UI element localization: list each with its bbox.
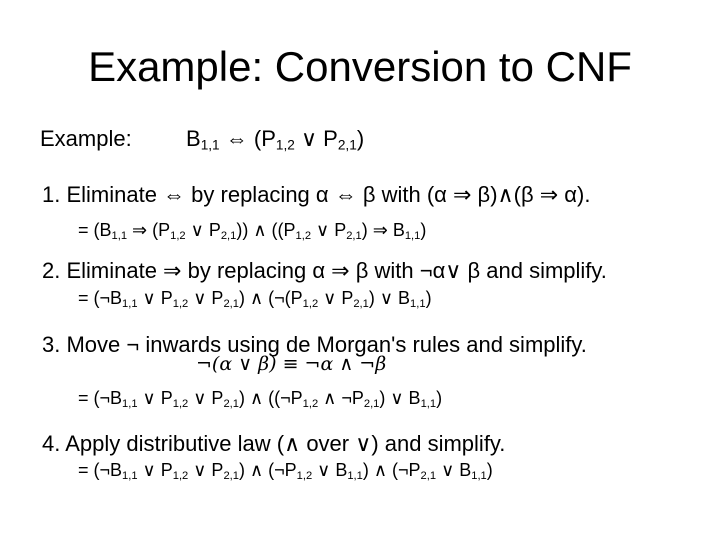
step-3-result: = ($\neg B_{1,1}$ ∨ $P_{1,2}$ ∨ $P_{2,1}$) ∧ (($\neg P_{1,2}$ ∧ $\neg P_{2,1}$) ∨ $B_{1,1}$) (78, 388, 443, 410)
slide-title: Example: Conversion to CNF (88, 43, 632, 90)
step-4-heading: 4. Apply distributive law (∧ over ∨) and simplify. (42, 431, 506, 456)
step-1-result: = ($B_{1,1}$ ⇒ ($P_{1,2}$ ∨ $P_{2,1}$)) ∧ (($P_{1,2}$ ∨ $P_{2,1}$) ⇒ $B_{1,1}$) (78, 220, 427, 242)
step-2-result: = ($\neg B_{1,1}$ ∨ $P_{1,2}$ ∨ $P_{2,1}$) ∧ ($\neg(P_{1,2}$ ∨ $P_{2,1}$) ∨ $B_{1,1}$) (78, 288, 432, 310)
step-1-heading: 1. Eliminate ⇔ by replacing α ⇔ β with (α ⇒ β)∧(β ⇒ α). (42, 182, 591, 207)
example-formula: $B_{1,1}$ ⇔ ($P_{1,2}$ ∨ $P_{2,1}$) (186, 126, 365, 153)
step-4-result: = ($\neg B_{1,1}$ ∨ $P_{1,2}$ ∨ $P_{2,1}$) ∧ ($\neg P_{1,2}$ ∨ $B_{1,1}$) ∧ ($\neg P_{2,1}$ ∨ $B_{1,1}$) (78, 460, 493, 482)
example-label: Example: (40, 126, 132, 151)
demorgan-rule: ¬(α ∨ β) ≡ ¬α ∧ ¬β (196, 353, 387, 375)
step-3-heading: 3. Move ¬ inwards using de Morgan's rules and simplify. (42, 332, 587, 357)
step-2-heading: 2. Eliminate ⇒ by replacing α ⇒ β with ¬α∨ β and simplify. (42, 258, 607, 283)
